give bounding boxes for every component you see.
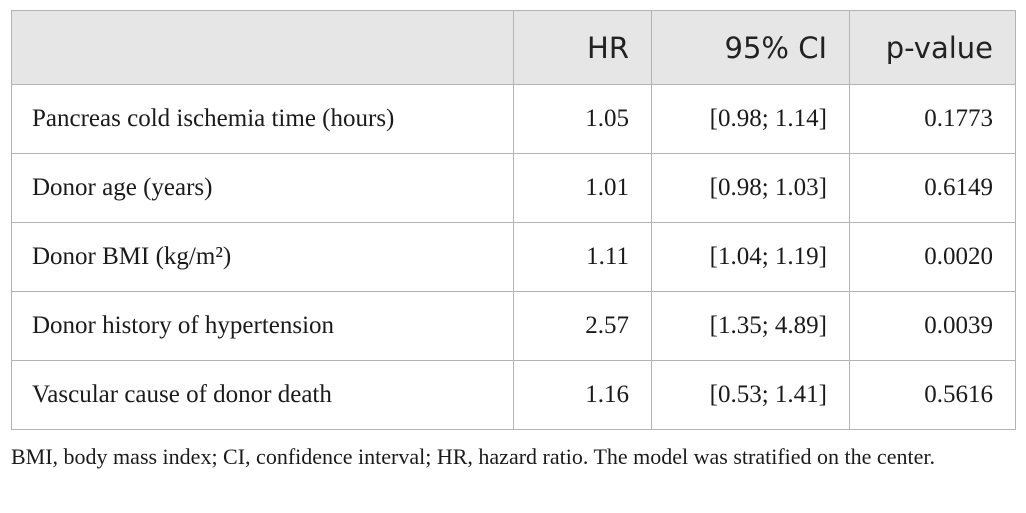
row-p-value: 0.6149 — [850, 154, 1016, 223]
row-hr: 1.01 — [514, 154, 652, 223]
row-ci: [0.53; 1.41] — [652, 361, 850, 430]
row-variable: Vascular cause of donor death — [12, 361, 514, 430]
row-variable: Donor history of hypertension — [12, 292, 514, 361]
row-hr: 1.11 — [514, 223, 652, 292]
row-hr: 1.05 — [514, 85, 652, 154]
row-variable: Donor BMI (kg/m²) — [12, 223, 514, 292]
table-row — [12, 361, 1016, 430]
results-table-container — [11, 10, 1015, 430]
header-row — [12, 11, 1016, 85]
row-variable: Donor age (years) — [12, 154, 514, 223]
table-row — [12, 154, 1016, 223]
header-hr: HR — [514, 11, 652, 85]
row-hr: 2.57 — [514, 292, 652, 361]
header-p-value: p-value — [850, 11, 1016, 85]
row-ci: [1.04; 1.19] — [652, 223, 850, 292]
table-row — [12, 223, 1016, 292]
row-ci: [0.98; 1.14] — [652, 85, 850, 154]
row-variable: Pancreas cold ischemia time (hours) — [12, 85, 514, 154]
row-ci: [1.35; 4.89] — [652, 292, 850, 361]
table-row — [12, 85, 1016, 154]
hazard-ratio-table — [11, 10, 1016, 430]
row-p-value: 0.0039 — [850, 292, 1016, 361]
row-hr: 1.16 — [514, 361, 652, 430]
row-ci: [0.98; 1.03] — [652, 154, 850, 223]
row-p-value: 0.0020 — [850, 223, 1016, 292]
header-variable — [12, 11, 514, 85]
table-footnote: BMI, body mass index; CI, confidence interval; HR, hazard ratio. The model was stratified on the center. — [11, 444, 935, 469]
header-ci: 95% CI — [652, 11, 850, 85]
row-p-value: 0.5616 — [850, 361, 1016, 430]
table-row — [12, 292, 1016, 361]
row-p-value: 0.1773 — [850, 85, 1016, 154]
